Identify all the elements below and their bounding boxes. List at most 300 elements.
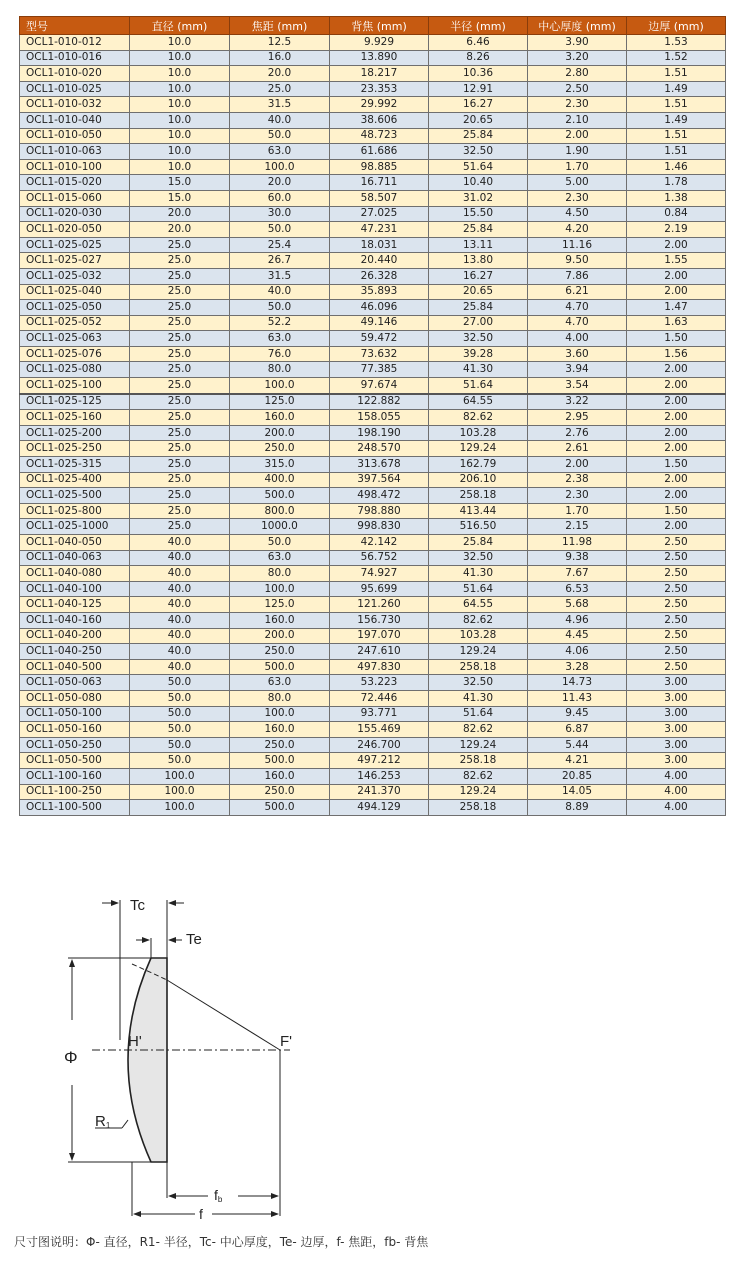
cell-diameter: 25.0 [130,331,230,347]
cell-back-focus: 155.469 [330,722,429,738]
cell-center-thickness: 2.38 [528,472,627,488]
cell-center-thickness: 6.21 [528,284,627,300]
f-label: f [199,1206,203,1220]
cell-edge-thickness: 2.19 [627,222,726,238]
cell-diameter: 25.0 [130,472,230,488]
h-prime-label: H' [128,1033,142,1050]
cell-center-thickness: 6.53 [528,581,627,597]
cell-center-thickness: 3.28 [528,659,627,675]
fb-label [214,1187,223,1204]
cell-center-thickness: 2.80 [528,66,627,82]
cell-diameter: 40.0 [130,550,230,566]
cell-focal-length: 100.0 [230,581,330,597]
table-row [20,50,726,66]
cell-back-focus: 313.678 [330,457,429,473]
cell-model: OCL1-040-125 [20,597,130,613]
cell-back-focus: 23.353 [330,81,429,97]
cell-edge-thickness: 2.50 [627,644,726,660]
cell-model: OCL1-025-800 [20,503,130,519]
cell-radius: 258.18 [429,488,528,504]
table-row [20,675,726,691]
cell-model: OCL1-040-050 [20,535,130,551]
cell-edge-thickness: 3.00 [627,690,726,706]
cell-edge-thickness: 2.00 [627,268,726,284]
cell-edge-thickness: 1.51 [627,97,726,113]
cell-edge-thickness: 1.50 [627,457,726,473]
cell-focal-length: 80.0 [230,566,330,582]
cell-diameter: 25.0 [130,394,230,410]
cell-radius: 516.50 [429,519,528,535]
cell-model: OCL1-040-100 [20,581,130,597]
cell-focal-length: 250.0 [230,784,330,800]
cell-radius: 206.10 [429,472,528,488]
cell-focal-length: 160.0 [230,612,330,628]
cell-edge-thickness: 3.00 [627,675,726,691]
cell-edge-thickness: 2.50 [627,535,726,551]
cell-diameter: 40.0 [130,659,230,675]
cell-back-focus: 61.686 [330,144,429,160]
cell-radius: 258.18 [429,753,528,769]
cell-center-thickness: 3.60 [528,346,627,362]
lens-dimension-diagram [50,880,320,1220]
cell-edge-thickness: 2.50 [627,550,726,566]
cell-back-focus: 27.025 [330,206,429,222]
cell-radius: 10.40 [429,175,528,191]
cell-radius: 32.50 [429,144,528,160]
cell-back-focus: 16.711 [330,175,429,191]
cell-radius: 20.65 [429,112,528,128]
header-center-thickness: 中心厚度 (mm) [528,17,627,35]
header-radius: 半径 (mm) [429,17,528,35]
cell-radius: 16.27 [429,97,528,113]
cell-edge-thickness: 1.52 [627,50,726,66]
cell-radius: 413.44 [429,503,528,519]
cell-back-focus: 246.700 [330,737,429,753]
cell-edge-thickness: 2.00 [627,441,726,457]
cell-center-thickness: 5.00 [528,175,627,191]
cell-focal-length: 100.0 [230,378,330,394]
cell-radius: 64.55 [429,394,528,410]
cell-model: OCL1-010-040 [20,112,130,128]
cell-edge-thickness: 1.46 [627,159,726,175]
cell-center-thickness: 2.10 [528,112,627,128]
cell-center-thickness: 2.30 [528,488,627,504]
cell-edge-thickness: 1.38 [627,190,726,206]
cell-focal-length: 160.0 [230,768,330,784]
header-edge-thickness: 边厚 (mm) [627,17,726,35]
cell-radius: 16.27 [429,268,528,284]
cell-diameter: 20.0 [130,222,230,238]
cell-model: OCL1-100-250 [20,784,130,800]
cell-edge-thickness: 3.00 [627,737,726,753]
cell-center-thickness: 11.16 [528,237,627,253]
r1-label-sub: 1 [105,1121,111,1130]
table-row [20,362,726,378]
cell-edge-thickness: 2.50 [627,628,726,644]
header-back-focus: 背焦 (mm) [330,17,429,35]
cell-center-thickness: 5.44 [528,737,627,753]
r1-label-main: R [95,1113,106,1130]
cell-center-thickness: 2.30 [528,190,627,206]
cell-back-focus: 397.564 [330,472,429,488]
cell-edge-thickness: 1.78 [627,175,726,191]
cell-focal-length: 50.0 [230,128,330,144]
cell-back-focus: 42.142 [330,535,429,551]
cell-focal-length: 63.0 [230,550,330,566]
table-row [20,800,726,816]
cell-back-focus: 146.253 [330,768,429,784]
cell-edge-thickness: 2.00 [627,237,726,253]
cell-edge-thickness: 3.00 [627,706,726,722]
cell-diameter: 25.0 [130,284,230,300]
fb-label-main: f [214,1187,218,1203]
cell-diameter: 10.0 [130,97,230,113]
cell-diameter: 10.0 [130,128,230,144]
cell-center-thickness: 2.61 [528,441,627,457]
table-row [20,300,726,316]
cell-model: OCL1-025-400 [20,472,130,488]
cell-model: OCL1-050-063 [20,675,130,691]
cell-back-focus: 26.328 [330,268,429,284]
table-row [20,737,726,753]
cell-focal-length: 400.0 [230,472,330,488]
cell-edge-thickness: 2.00 [627,394,726,410]
cell-diameter: 50.0 [130,675,230,691]
cell-focal-length: 315.0 [230,457,330,473]
table-row [20,81,726,97]
cell-model: OCL1-050-100 [20,706,130,722]
cell-radius: 13.11 [429,237,528,253]
cell-back-focus: 58.507 [330,190,429,206]
cell-model: OCL1-025-160 [20,410,130,426]
cell-focal-length: 250.0 [230,441,330,457]
cell-center-thickness: 8.89 [528,800,627,816]
header-model: 型号 [20,17,130,35]
cell-focal-length: 31.5 [230,268,330,284]
cell-diameter: 100.0 [130,800,230,816]
table-row [20,253,726,269]
cell-radius: 32.50 [429,331,528,347]
table-row [20,112,726,128]
cell-radius: 162.79 [429,457,528,473]
cell-diameter: 10.0 [130,159,230,175]
cell-focal-length: 31.5 [230,97,330,113]
cell-model: OCL1-025-125 [20,394,130,410]
cell-back-focus: 20.440 [330,253,429,269]
cell-center-thickness: 1.70 [528,159,627,175]
table-row [20,175,726,191]
cell-model: OCL1-025-063 [20,331,130,347]
cell-edge-thickness: 4.00 [627,800,726,816]
cell-model: OCL1-025-080 [20,362,130,378]
focus-ray [167,980,280,1050]
cell-back-focus: 241.370 [330,784,429,800]
cell-back-focus: 38.606 [330,112,429,128]
cell-back-focus: 77.385 [330,362,429,378]
cell-back-focus: 48.723 [330,128,429,144]
table-row [20,472,726,488]
table-row [20,612,726,628]
cell-center-thickness: 9.50 [528,253,627,269]
cell-center-thickness: 6.87 [528,722,627,738]
cell-model: OCL1-015-060 [20,190,130,206]
cell-focal-length: 100.0 [230,159,330,175]
cell-focal-length: 500.0 [230,753,330,769]
cell-model: OCL1-025-027 [20,253,130,269]
cell-diameter: 25.0 [130,410,230,426]
cell-edge-thickness: 2.00 [627,425,726,441]
cell-back-focus: 121.260 [330,597,429,613]
cell-diameter: 25.0 [130,378,230,394]
cell-center-thickness: 3.22 [528,394,627,410]
cell-diameter: 40.0 [130,597,230,613]
table-row [20,206,726,222]
table-row [20,315,726,331]
cell-focal-length: 16.0 [230,50,330,66]
cell-edge-thickness: 2.00 [627,519,726,535]
table-row [20,644,726,660]
cell-radius: 13.80 [429,253,528,269]
cell-focal-length: 63.0 [230,331,330,347]
cell-edge-thickness: 2.50 [627,581,726,597]
cell-focal-length: 50.0 [230,300,330,316]
cell-focal-length: 30.0 [230,206,330,222]
cell-radius: 25.84 [429,300,528,316]
cell-focal-length: 200.0 [230,628,330,644]
cell-radius: 39.28 [429,346,528,362]
cell-focal-length: 20.0 [230,175,330,191]
table-row [20,566,726,582]
cell-edge-thickness: 1.47 [627,300,726,316]
cell-radius: 51.64 [429,159,528,175]
cell-center-thickness: 14.05 [528,784,627,800]
cell-model: OCL1-025-100 [20,378,130,394]
cell-center-thickness: 2.00 [528,457,627,473]
cell-diameter: 15.0 [130,190,230,206]
cell-edge-thickness: 1.55 [627,253,726,269]
cell-edge-thickness: 4.00 [627,768,726,784]
cell-radius: 103.28 [429,425,528,441]
cell-model: OCL1-025-315 [20,457,130,473]
table-row [20,346,726,362]
cell-back-focus: 35.893 [330,284,429,300]
cell-edge-thickness: 1.50 [627,503,726,519]
cell-model: OCL1-025-1000 [20,519,130,535]
cell-radius: 27.00 [429,315,528,331]
cell-radius: 258.18 [429,800,528,816]
table-row [20,222,726,238]
table-row [20,128,726,144]
cell-edge-thickness: 1.49 [627,81,726,97]
cell-back-focus: 49.146 [330,315,429,331]
cell-focal-length: 200.0 [230,425,330,441]
cell-model: OCL1-010-016 [20,50,130,66]
cell-diameter: 50.0 [130,690,230,706]
cell-focal-length: 52.2 [230,315,330,331]
cell-edge-thickness: 1.63 [627,315,726,331]
cell-diameter: 15.0 [130,175,230,191]
te-label: Te [186,931,202,948]
table-row [20,753,726,769]
cell-focal-length: 500.0 [230,800,330,816]
cell-radius: 129.24 [429,441,528,457]
cell-back-focus: 497.212 [330,753,429,769]
cell-model: OCL1-040-500 [20,659,130,675]
cell-model: OCL1-025-050 [20,300,130,316]
cell-edge-thickness: 1.56 [627,346,726,362]
cell-radius: 32.50 [429,675,528,691]
cell-model: OCL1-050-160 [20,722,130,738]
cell-diameter: 10.0 [130,144,230,160]
cell-edge-thickness: 2.50 [627,566,726,582]
cell-radius: 8.26 [429,50,528,66]
cell-focal-length: 76.0 [230,346,330,362]
f-prime-label: F' [280,1033,293,1050]
cell-model: OCL1-025-200 [20,425,130,441]
cell-edge-thickness: 2.00 [627,378,726,394]
cell-focal-length: 63.0 [230,675,330,691]
cell-model: OCL1-010-020 [20,66,130,82]
cell-radius: 25.84 [429,128,528,144]
cell-diameter: 25.0 [130,253,230,269]
cell-back-focus: 18.031 [330,237,429,253]
cell-model: OCL1-100-160 [20,768,130,784]
cell-back-focus: 248.570 [330,441,429,457]
cell-model: OCL1-015-020 [20,175,130,191]
cell-model: OCL1-040-063 [20,550,130,566]
cell-center-thickness: 2.15 [528,519,627,535]
table-row [20,706,726,722]
cell-center-thickness: 1.90 [528,144,627,160]
cell-diameter: 40.0 [130,581,230,597]
cell-back-focus: 56.752 [330,550,429,566]
cell-center-thickness: 9.38 [528,550,627,566]
table-row [20,97,726,113]
cell-radius: 20.65 [429,284,528,300]
cell-model: OCL1-100-500 [20,800,130,816]
cell-center-thickness: 4.00 [528,331,627,347]
cell-diameter: 10.0 [130,50,230,66]
table-row [20,519,726,535]
cell-focal-length: 500.0 [230,659,330,675]
cell-center-thickness: 4.50 [528,206,627,222]
cell-edge-thickness: 2.50 [627,659,726,675]
cell-center-thickness: 1.70 [528,503,627,519]
cell-radius: 258.18 [429,659,528,675]
cell-diameter: 25.0 [130,488,230,504]
table-row [20,550,726,566]
cell-model: OCL1-040-080 [20,566,130,582]
table-row [20,535,726,551]
cell-back-focus: 47.231 [330,222,429,238]
table-row [20,410,726,426]
cell-radius: 82.62 [429,768,528,784]
cell-focal-length: 50.0 [230,222,330,238]
cell-radius: 12.91 [429,81,528,97]
cell-edge-thickness: 0.84 [627,206,726,222]
cell-model: OCL1-025-052 [20,315,130,331]
cell-back-focus: 494.129 [330,800,429,816]
cell-diameter: 50.0 [130,706,230,722]
cell-focal-length: 250.0 [230,644,330,660]
cell-focal-length: 40.0 [230,284,330,300]
cell-center-thickness: 11.98 [528,535,627,551]
cell-diameter: 25.0 [130,268,230,284]
cell-edge-thickness: 1.53 [627,35,726,51]
cell-model: OCL1-040-250 [20,644,130,660]
cell-center-thickness: 14.73 [528,675,627,691]
cell-back-focus: 73.632 [330,346,429,362]
table-row [20,597,726,613]
cell-back-focus: 59.472 [330,331,429,347]
cell-edge-thickness: 2.00 [627,410,726,426]
table-row [20,457,726,473]
cell-radius: 82.62 [429,612,528,628]
table-row [20,144,726,160]
lens-spec-table [19,16,726,816]
cell-radius: 31.02 [429,190,528,206]
cell-back-focus: 46.096 [330,300,429,316]
cell-center-thickness: 4.45 [528,628,627,644]
table-row [20,425,726,441]
cell-center-thickness: 2.30 [528,97,627,113]
cell-radius: 51.64 [429,581,528,597]
cell-model: OCL1-050-500 [20,753,130,769]
cell-focal-length: 60.0 [230,190,330,206]
cell-radius: 41.30 [429,566,528,582]
cell-model: OCL1-025-032 [20,268,130,284]
fb-label-sub: b [217,1195,223,1204]
cell-diameter: 40.0 [130,566,230,582]
cell-diameter: 50.0 [130,737,230,753]
cell-center-thickness: 7.67 [528,566,627,582]
cell-radius: 6.46 [429,35,528,51]
header-focal-length: 焦距 (mm) [230,17,330,35]
cell-focal-length: 12.5 [230,35,330,51]
cell-back-focus: 197.070 [330,628,429,644]
cell-edge-thickness: 1.49 [627,112,726,128]
cell-diameter: 100.0 [130,768,230,784]
cell-center-thickness: 4.96 [528,612,627,628]
phi-label: Φ [64,1048,78,1067]
cell-focal-length: 80.0 [230,690,330,706]
cell-focal-length: 80.0 [230,362,330,378]
cell-diameter: 50.0 [130,753,230,769]
cell-model: OCL1-040-200 [20,628,130,644]
cell-diameter: 10.0 [130,81,230,97]
cell-focal-length: 125.0 [230,597,330,613]
cell-center-thickness: 2.50 [528,81,627,97]
cell-radius: 41.30 [429,690,528,706]
cell-focal-length: 20.0 [230,66,330,82]
cell-back-focus: 498.472 [330,488,429,504]
cell-radius: 32.50 [429,550,528,566]
r1-label [95,1113,111,1130]
cell-diameter: 40.0 [130,628,230,644]
cell-back-focus: 53.223 [330,675,429,691]
table-row [20,659,726,675]
cell-edge-thickness: 2.50 [627,597,726,613]
cell-radius: 82.62 [429,410,528,426]
table-row [20,394,726,410]
cell-focal-length: 160.0 [230,410,330,426]
cell-center-thickness: 20.85 [528,768,627,784]
cell-center-thickness: 5.68 [528,597,627,613]
table-row [20,66,726,82]
cell-center-thickness: 3.90 [528,35,627,51]
cell-back-focus: 93.771 [330,706,429,722]
cell-radius: 103.28 [429,628,528,644]
